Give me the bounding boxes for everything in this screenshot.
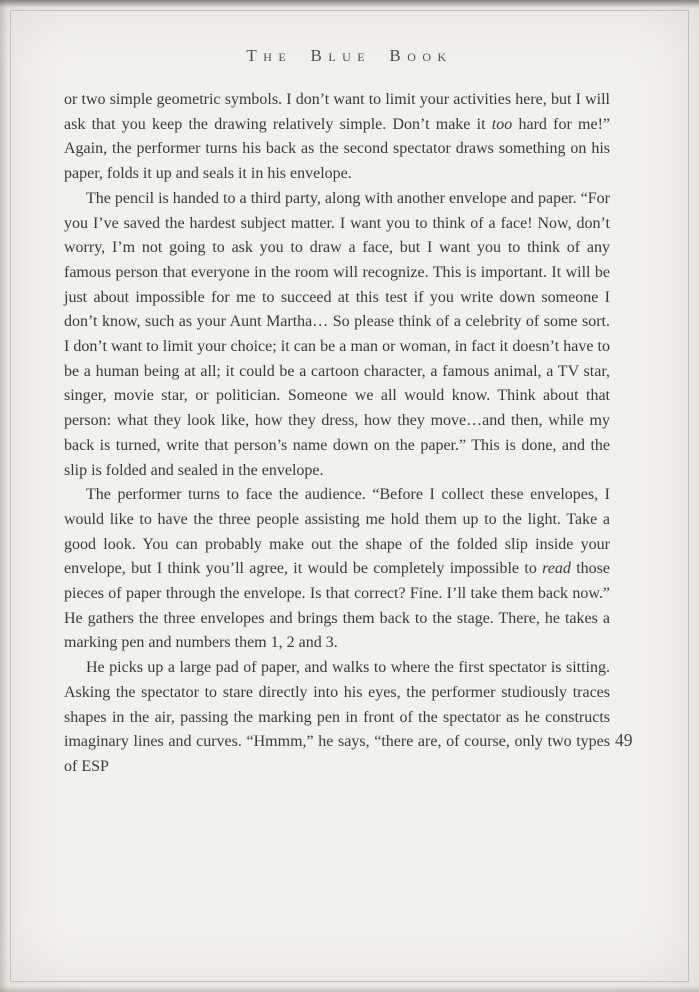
scan-left-edge xyxy=(0,0,8,992)
italic-text-run: read xyxy=(542,560,571,578)
paragraph xyxy=(64,88,610,187)
page-number: 49 xyxy=(615,730,633,750)
scan-top-edge xyxy=(0,0,699,8)
text-run: or two simple geometric symbols. I don’t want to limit your activities here, but I will ask that you keep the drawing relatively simple. Don’t make it xyxy=(64,91,610,133)
running-header: The Blue Book xyxy=(246,46,453,65)
text-run: He picks up a large pad of paper, and walks to where the first spectator is sitting. Asking the spectator to stare directly into his eyes, the performer studiously traces shapes in the air, passing the marking pen in front of the spectator as he constructs imaginary lines and curves. “Hmmm,” he says, “there are, of course, only two types of ESP xyxy=(64,659,610,775)
text-run: The pencil is handed to a third party, along with another envelope and paper. “For you I’ve saved the hardest subject matter. I want you to think of a face! Now, don’t worry, I’m not going to ask you to draw a face, but I want you to think of any famous person that everyone in the room will recognize. This is important. It will be just about impossible for me to succeed at this test if you write down someone I don’t know, such as your Aunt Martha… So please think of a celebrity of some sort. I don’t want to limit your choice; it can be a man or woman, in fact it doesn’t have to be a human being at all; it could be a cartoon character, a famous animal, a TV star, singer, movie star, or politician. Someone we all would know. Think about that person: what they look like, how they dress, how they move…and then, while my back is turned, write that person’s name down on the paper.” This is done, and the slip is folded and sealed in the envelope. xyxy=(64,189,610,479)
text-run: hard for me!” Again, the performer turns his back as the second spectator draws something on his paper, folds it up and seals it in his envelope. xyxy=(64,115,611,183)
scan-bottom-edge xyxy=(0,986,699,992)
paragraph xyxy=(64,187,610,483)
paragraph xyxy=(64,656,610,780)
text-run: those pieces of paper through the envelope. Is that correct? Fine. I’ll take them back now.” He gathers the three envelopes and brings them back to the stage. There, he takes a marking pen and numbers them 1, 2 and 3. xyxy=(64,560,610,652)
paragraph xyxy=(64,483,610,656)
page-body xyxy=(64,88,610,780)
italic-text-run: too xyxy=(491,115,513,133)
text-run: The performer turns to face the audience. “Before I collect these envelopes, I would like to have the three people assisting me hold them up to the light. Take a good look. You can probably make out the shape of the folded slip inside your envelope, but I think you’ll agree, it would be completely impossible to xyxy=(64,486,610,578)
